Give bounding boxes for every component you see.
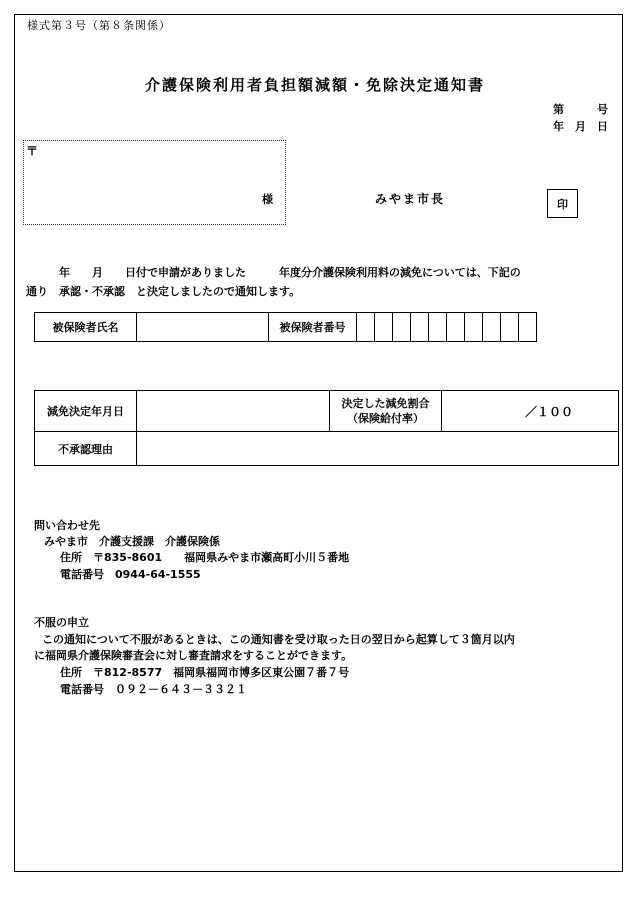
insured-number-digit[interactable]	[429, 313, 447, 342]
document-date: 年 月 日	[553, 120, 608, 133]
insured-number-label: 被保険者番号	[269, 313, 357, 342]
decision-table	[34, 390, 619, 466]
reduction-rate-label-line-2: （保険給付率）	[347, 412, 424, 425]
reduction-rate-label	[330, 391, 442, 432]
rejection-reason-field[interactable]	[137, 432, 619, 466]
insured-name-field[interactable]	[137, 313, 269, 342]
postal-mark: 〒	[26, 144, 39, 158]
insured-number-digit[interactable]	[519, 313, 537, 342]
insured-number-digit[interactable]	[501, 313, 519, 342]
notice-line-2: 通り 承認・不承認 と決定しましたので通知します。	[26, 285, 301, 298]
insured-info-table	[34, 312, 537, 342]
honorific-sama: 様	[262, 193, 273, 206]
appeal-heading: 不服の申立	[34, 616, 89, 629]
contact-heading: 問い合わせ先	[34, 519, 100, 532]
insured-number-digit[interactable]	[447, 313, 465, 342]
decision-date-field[interactable]	[137, 391, 330, 432]
appeal-address: 住所 〒812-8577 福岡県福岡市博多区東公園７番７号	[60, 666, 350, 679]
insured-number-digit[interactable]	[411, 313, 429, 342]
insured-name-label: 被保険者氏名	[35, 313, 137, 342]
reduction-rate-field[interactable]: ／１００	[442, 391, 619, 432]
appeal-text-line-1: この通知について不服があるときは、この通知書を受け取った日の翌日から起算して３箇月以内	[42, 633, 515, 646]
form-number: 様式第３号（第８条関係）	[27, 19, 171, 32]
notice-line-1: 年 月 日付で申請がありました 年度分介護保険利用料の減免については、下記の	[26, 266, 521, 279]
contact-department: みやま市 介護支援課 介護保険係	[44, 535, 220, 548]
reduction-rate-label-line-1: 決定した減免割合	[341, 397, 430, 410]
insured-number-digit[interactable]	[465, 313, 483, 342]
document-title: 介護保険利用者負担額減額・免除決定通知書	[144, 76, 485, 94]
seal-stamp: 印	[547, 189, 578, 218]
contact-phone: 電話番号 0944-64-1555	[60, 568, 201, 581]
insured-number-digit[interactable]	[483, 313, 501, 342]
insured-number-digit[interactable]	[393, 313, 411, 342]
recipient-address-box[interactable]	[23, 140, 286, 225]
appeal-text-line-2: に福岡県介護保険審査会に対し審査請求をすることができます。	[34, 649, 353, 662]
issuer-name: みやま市長	[375, 192, 446, 206]
rejection-reason-label: 不承認理由	[35, 432, 137, 466]
decision-date-label: 減免決定年月日	[35, 391, 137, 432]
insured-number-digit[interactable]	[357, 313, 375, 342]
document-number: 第 号	[553, 103, 608, 116]
contact-address: 住所 〒835-8601 福岡県みやま市瀬高町小川５番地	[60, 551, 350, 564]
appeal-phone: 電話番号 ０９２－６４３－３３２１	[60, 683, 247, 696]
insured-number-digit[interactable]	[375, 313, 393, 342]
